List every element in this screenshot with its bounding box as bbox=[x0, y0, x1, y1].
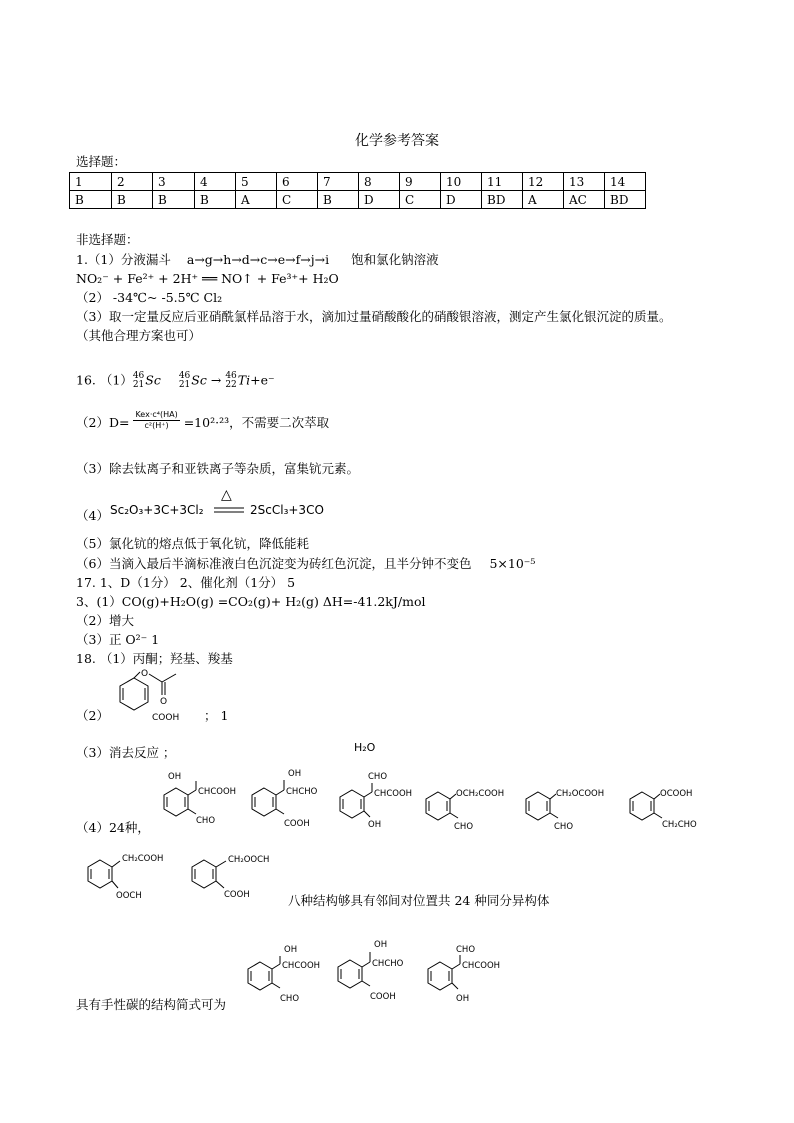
label-chcooh: CHCOOH bbox=[374, 789, 412, 799]
label-cho: CHO bbox=[456, 945, 476, 955]
distribution-fraction bbox=[133, 410, 179, 431]
table-cell: 2 bbox=[112, 173, 153, 191]
q1-solution: 饱和氯化钠溶液 bbox=[351, 252, 439, 267]
mass-number: 46 bbox=[225, 371, 237, 381]
q16-q6 bbox=[76, 556, 535, 572]
q16-q4-right: 2ScCl₃+3CO bbox=[250, 503, 324, 517]
table-cell: 14 bbox=[605, 173, 646, 191]
structure-3 bbox=[332, 770, 412, 832]
label-chcho: CHCHO bbox=[286, 787, 318, 797]
mass-number: 46 bbox=[132, 371, 145, 381]
q1-temperature: （2） -34℃~ -5.5℃ Cl₂ bbox=[76, 290, 223, 305]
q18-line1: 18. （1）丙酮；羟基、羧基 bbox=[76, 651, 233, 666]
label-ch2cooh: CH₂COOH bbox=[122, 854, 164, 864]
water-product: H₂O bbox=[354, 741, 376, 754]
table-cell: B bbox=[153, 191, 195, 209]
structure-8 bbox=[184, 848, 294, 902]
structure-1 bbox=[156, 770, 236, 830]
table-cell: C bbox=[277, 191, 318, 209]
q17-line2: 3、(1）CO(g)+H₂O(g) =CO₂(g)+ H₂(g) ΔH=-41.2kJ/mol bbox=[76, 594, 426, 609]
table-cell: 9 bbox=[400, 173, 441, 191]
label-chcho: CHCHO bbox=[372, 959, 404, 969]
fraction-denominator: c²(H⁺) bbox=[144, 421, 169, 430]
structure-2 bbox=[244, 766, 324, 832]
heat-condition: △ bbox=[221, 487, 232, 503]
q1-note: （其他合理方案也可） bbox=[76, 328, 202, 343]
label-oh: OH bbox=[456, 994, 470, 1004]
label-cho: CHO bbox=[280, 994, 300, 1004]
label-oh: OH bbox=[288, 769, 302, 779]
table-cell: AC bbox=[564, 191, 605, 209]
element-sc: Sc bbox=[145, 372, 161, 388]
element-sc: Sc bbox=[191, 372, 207, 388]
q16-line2 bbox=[76, 410, 329, 431]
atomic-number: 21 bbox=[132, 380, 145, 390]
chiral-structure-2 bbox=[330, 936, 414, 1006]
chiral-structure-3 bbox=[420, 942, 504, 1006]
nonmc-label: 非选择题： bbox=[76, 232, 139, 247]
q18-q2-prefix: （2） bbox=[76, 708, 109, 723]
table-cell: B bbox=[112, 191, 153, 209]
table-cell: B bbox=[195, 191, 236, 209]
label-ocooh: OCOOH bbox=[660, 789, 693, 799]
q18-q3: （3）消去反应 ； bbox=[76, 745, 176, 760]
q18-summary: 八种结构够具有邻间对位置共 24 种同分异构体 bbox=[288, 893, 550, 908]
label-cho: CHO bbox=[454, 822, 474, 832]
q18-chiral-label: 具有手性碳的结构简式可为 bbox=[76, 997, 227, 1012]
label-cooh: COOH bbox=[224, 890, 250, 900]
table-cell: 6 bbox=[277, 173, 318, 191]
label-och2cooh: OCH₂COOH bbox=[456, 789, 505, 799]
q1-sequence: a→g→h→d→c→e→f→j→i bbox=[186, 252, 330, 267]
mc-answer-table bbox=[69, 172, 646, 209]
table-row bbox=[70, 173, 646, 191]
label-ch2ooch: CH₂OOCH bbox=[228, 855, 270, 865]
label-cho: CHO bbox=[554, 822, 574, 832]
table-cell: 11 bbox=[482, 173, 523, 191]
double-line-icon bbox=[214, 507, 244, 515]
reaction-arrow: → bbox=[210, 372, 222, 388]
table-cell: 12 bbox=[523, 173, 564, 191]
label-cooh: COOH bbox=[284, 819, 310, 829]
isotope-ti bbox=[225, 372, 236, 390]
label-cho: CHO bbox=[368, 772, 388, 782]
electron: +e⁻ bbox=[250, 372, 275, 388]
table-cell: 4 bbox=[195, 173, 236, 191]
q17-line4: （3）正 O²⁻ 1 bbox=[76, 632, 160, 647]
label-ch2cho: CH₂CHO bbox=[662, 820, 697, 830]
table-cell: 3 bbox=[153, 173, 195, 191]
atomic-number: 21 bbox=[178, 380, 191, 390]
atomic-number: 22 bbox=[225, 380, 237, 390]
q16-q2-value: =10²·²³，不需要二次萃取 bbox=[183, 415, 330, 431]
page-title: 化学参考答案 bbox=[355, 133, 439, 149]
element-ti: Ti bbox=[237, 372, 251, 388]
label-cho: CHO bbox=[196, 816, 216, 826]
q1-method: （3）取一定量反应后亚硝酰氯样品溶于水，滴加过量硝酸酸化的硝酸银溶液，测定产生氯化银沉淀的质量。 bbox=[76, 309, 672, 324]
fraction-numerator: Kex·c⁴(HA) bbox=[135, 410, 178, 419]
label-oh: OH bbox=[168, 772, 182, 782]
isotope-sc-2 bbox=[179, 372, 190, 390]
table-row bbox=[70, 191, 646, 209]
label-chcooh: CHCOOH bbox=[462, 961, 501, 971]
table-cell: A bbox=[523, 191, 564, 209]
table-cell: BD bbox=[605, 191, 646, 209]
q16-q4-left: Sc₂O₃+3C+3Cl₂ bbox=[110, 503, 204, 517]
q16-q6-value: 5×10⁻⁵ bbox=[489, 556, 536, 571]
structure-7 bbox=[76, 848, 186, 902]
q17-line1: 17. 1、D（1分） 2、催化剂（1分） 5 bbox=[76, 575, 296, 590]
label-chcooh: CHCOOH bbox=[198, 787, 236, 797]
q16-line1 bbox=[76, 372, 275, 390]
table-cell: B bbox=[70, 191, 112, 209]
label-o: O bbox=[141, 669, 149, 679]
chiral-structure-1 bbox=[240, 942, 328, 1006]
table-cell: 7 bbox=[318, 173, 359, 191]
q17-line3: （2）增大 bbox=[76, 613, 134, 628]
q18-q2-suffix: ； 1 bbox=[204, 708, 229, 723]
label-ooch: OOCH bbox=[116, 891, 142, 901]
q16-q3: （3）除去钛离子和亚铁离子等杂质，富集钪元素。 bbox=[76, 461, 359, 476]
label-o: O bbox=[160, 697, 168, 707]
label-oh: OH bbox=[374, 940, 388, 950]
table-cell: D bbox=[441, 191, 482, 209]
table-cell: A bbox=[236, 191, 277, 209]
q16-prefix: 16. （1） bbox=[76, 372, 133, 388]
label-cooh: COOH bbox=[152, 713, 180, 723]
q1-funnel: 1.（1）分液漏斗 bbox=[76, 252, 171, 267]
mass-number: 46 bbox=[178, 371, 191, 381]
label-cooh: COOH bbox=[370, 992, 396, 1002]
table-cell: B bbox=[318, 191, 359, 209]
q16-q4-prefix: （4） bbox=[76, 508, 109, 523]
label-ch2ocooh: CH₂OCOOH bbox=[556, 789, 605, 799]
table-cell: 1 bbox=[70, 173, 112, 191]
q1-line1 bbox=[76, 252, 439, 268]
label-chcooh: CHCOOH bbox=[282, 961, 321, 971]
q16-q2-prefix: （2）D= bbox=[76, 415, 130, 431]
table-cell: BD bbox=[482, 191, 523, 209]
q16-q6-text: （6）当滴入最后半滴标准液白色沉淀变为砖红色沉淀，且半分钟不变色 bbox=[76, 556, 472, 571]
table-cell: D bbox=[359, 191, 400, 209]
acetylsalicylic-acid-structure bbox=[106, 668, 202, 726]
table-cell: C bbox=[400, 191, 441, 209]
structure-6 bbox=[622, 784, 712, 832]
table-cell: 13 bbox=[564, 173, 605, 191]
q16-q5: （5）氯化钪的熔点低于氧化钪，降低能耗 bbox=[76, 536, 309, 551]
table-cell: 8 bbox=[359, 173, 400, 191]
structure-4 bbox=[418, 784, 514, 832]
table-cell: 10 bbox=[441, 173, 482, 191]
label-oh: OH bbox=[284, 945, 298, 955]
table-cell: 5 bbox=[236, 173, 277, 191]
mc-label: 选择题： bbox=[76, 154, 127, 169]
q18-q4-prefix: （4）24种， bbox=[76, 820, 150, 835]
isotope-sc bbox=[133, 372, 144, 390]
q1-equation: NO₂⁻ + Fe²⁺ + 2H⁺ ══ NO↑ + Fe³⁺+ H₂O bbox=[76, 271, 339, 286]
label-oh: OH bbox=[368, 820, 382, 830]
structure-5 bbox=[518, 784, 618, 832]
